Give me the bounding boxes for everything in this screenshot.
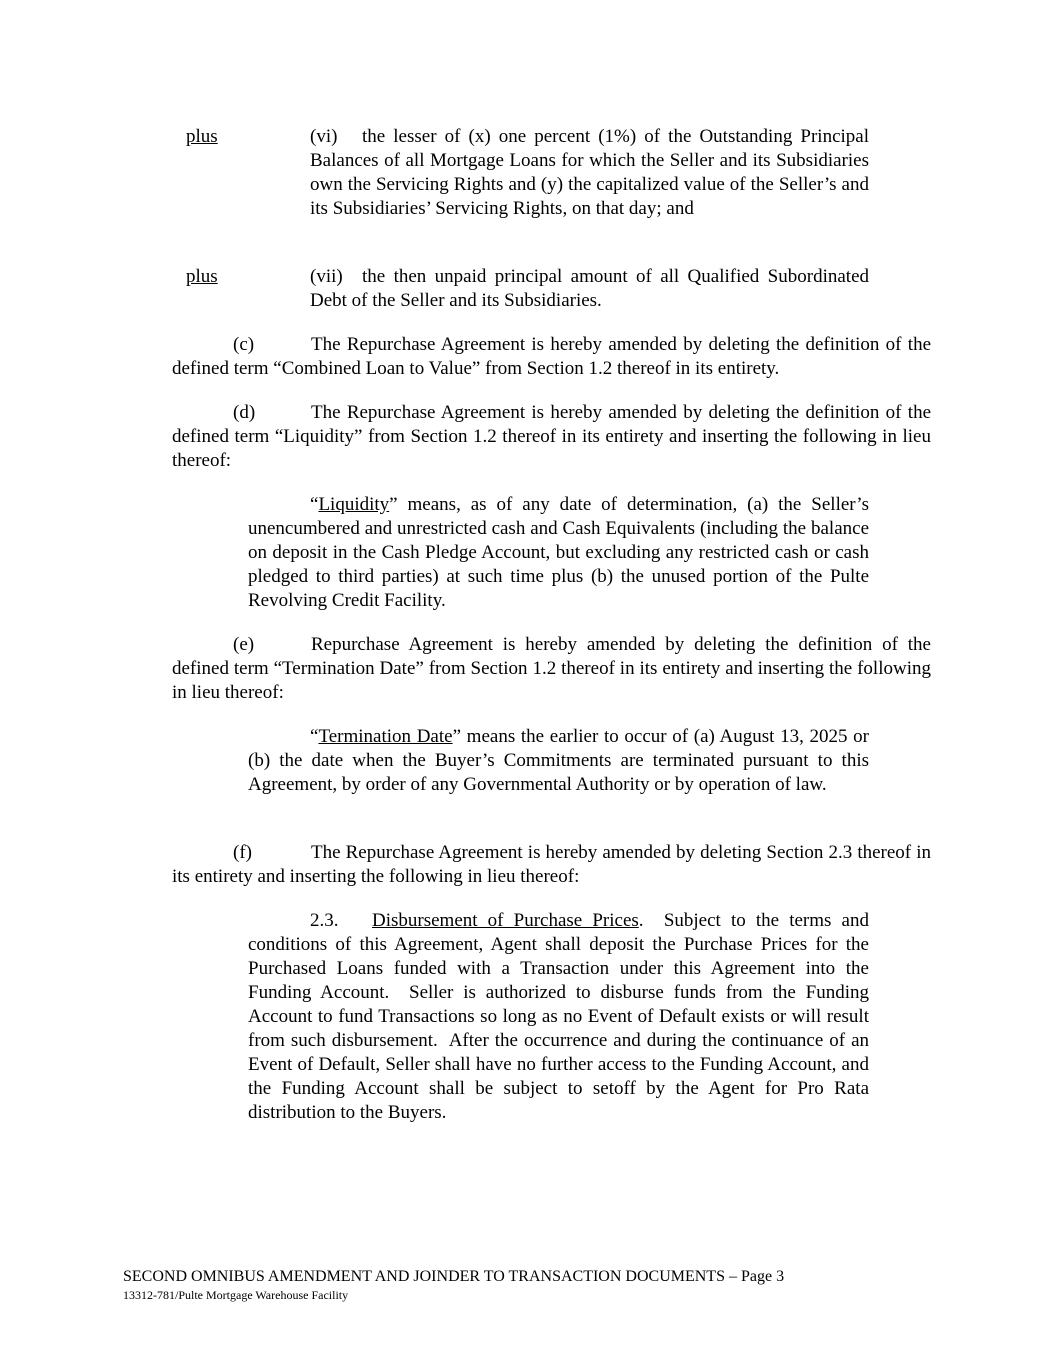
item-vii-lead: plus [186, 266, 218, 287]
paragraph-f-label: (f) [233, 842, 252, 863]
paragraph-d-label: (d) [233, 402, 256, 423]
item-vi [310, 125, 869, 221]
liquidity-text: ” means, as of any date of determination, (a) the Seller’s unencumbered and unrestricted cash and Cash Equivalents (including the balance on deposit in the Cash Pledge Account, but excluding any restricted cash or cash pledged to third parties) at such time plus (b) the unused portion of the Pulte Revolving Credit Facility. [248, 494, 869, 611]
item-vi-text: the lesser of (x) one percent (1%) of the Outstanding Principal Balances of all Mortgage Loans for which the Seller and its Subsidiaries own the Servicing Rights and (y) the capitalized value of the Seller’s and its Subsidiaries’ Servicing Rights, on that day; and [310, 126, 869, 219]
termination-date-term: Termination Date [318, 726, 453, 747]
paragraph-c-label: (c) [233, 334, 255, 355]
paragraph-c-text: The Repurchase Agreement is hereby amended by deleting the definition of the defined term “Combined Loan to Value” from Section 1.2 thereof in its entirety. [172, 334, 931, 379]
paragraph-d [172, 401, 931, 473]
section-2-3-text: . Subject to the terms and conditions of this Agreement, Agent shall deposit the Purchase Prices for the Purchased Loans funded with a Transaction under this Agreement into the Funding Account. Seller is authorized to disburse funds from the Funding Account to fund Transactions so long as no Event of Default exists or will result from such disbursement. After the occurrence and during the continuance of an Event of Default, Seller shall have no further access to the Funding Account, and the Funding Account shall be subject to setoff by the Agent for Pro Rata distribution to the Buyers. [248, 910, 874, 1123]
termination-date-text: ” means the earlier to occur of (a) August 13, 2025 or (b) the date when the Buyer’s Commitments are terminated pursuant to this Agreement, by order of any Governmental Authority or by operation of law. [248, 726, 869, 795]
item-vi-lead: plus [186, 126, 218, 147]
section-2-3 [248, 909, 874, 1125]
termination-date-definition [248, 725, 869, 797]
section-2-3-number: 2.3. [310, 910, 339, 931]
item-vii [310, 265, 869, 313]
liquidity-term: Liquidity [318, 494, 390, 515]
paragraph-f [172, 841, 931, 889]
item-vii-text: the then unpaid principal amount of all Qualified Subordinated Debt of the Seller and its Subsidiaries. [310, 266, 869, 311]
paragraph-d-text: The Repurchase Agreement is hereby amended by deleting the definition of the defined term “Liquidity” from Section 1.2 thereof in its entirety and inserting the following in lieu thereof: [172, 402, 931, 471]
section-2-3-heading: Disbursement of Purchase Prices [372, 910, 639, 931]
liquidity-definition [248, 493, 869, 613]
footer-title: SECOND OMNIBUS AMENDMENT AND JOINDER TO TRANSACTION DOCUMENTS – Page 3 [123, 1268, 785, 1285]
paragraph-e [172, 633, 931, 705]
paragraph-e-label: (e) [233, 634, 255, 655]
termination-date-open-quote: “ [310, 726, 319, 747]
paragraph-c [172, 333, 931, 381]
item-vii-number: (vii) [310, 266, 343, 287]
liquidity-open-quote: “ [310, 494, 319, 515]
item-vi-number: (vi) [310, 126, 338, 147]
paragraph-f-text: The Repurchase Agreement is hereby amended by deleting Section 2.3 thereof in its entirety and inserting the following in lieu thereof: [172, 842, 931, 887]
footer-reference: 13312-781/Pulte Mortgage Warehouse Facility [123, 1288, 349, 1302]
paragraph-e-text: Repurchase Agreement is hereby amended by deleting the definition of the defined term “Termination Date” from Section 1.2 thereof in its entirety and inserting the following in lieu thereof: [172, 634, 931, 703]
